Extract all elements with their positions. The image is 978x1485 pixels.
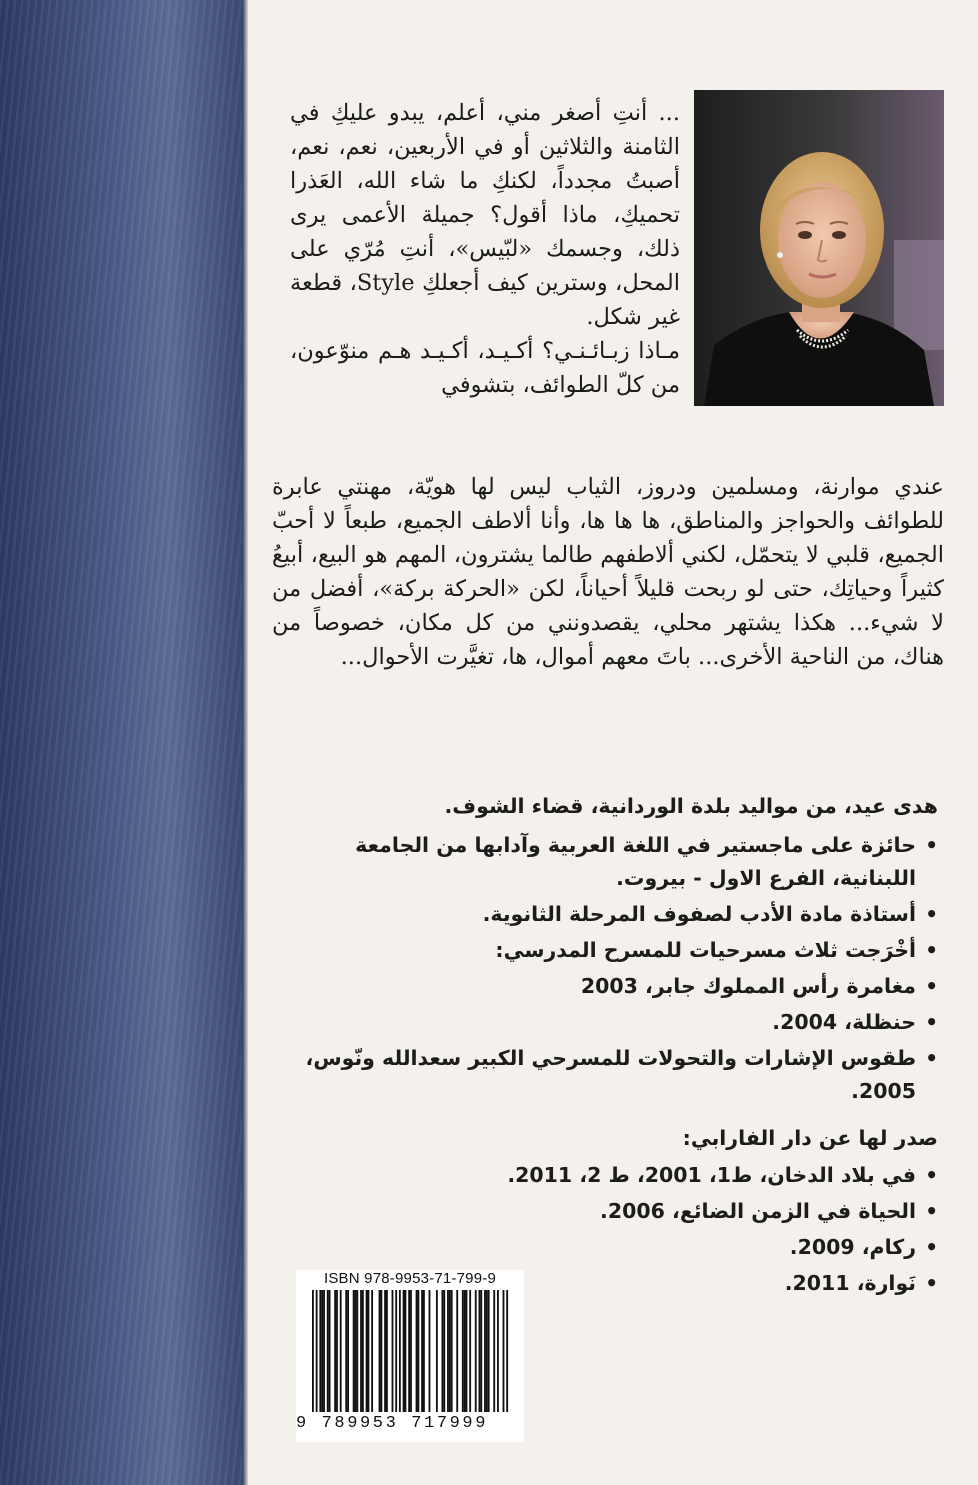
- barcode-bar: [447, 1290, 449, 1412]
- barcode-bar: [506, 1290, 508, 1412]
- barcode-bar: [449, 1290, 451, 1412]
- barcode-bar: [319, 1290, 321, 1412]
- barcode-digits: 9 789953 717999: [296, 1414, 489, 1433]
- author-bio: [298, 790, 938, 1303]
- bio-item: • أستاذة مادة الأدب لصفوف المرحلة الثانوية.: [298, 898, 938, 931]
- barcode-bar: [329, 1290, 331, 1412]
- barcode-bar: [347, 1290, 349, 1412]
- excerpt-paragraph-1: ... أنتِ أصغر مني، أعلم، يبدو عليكِ في الثامنة والثلاثين أو في الأربعين، نعم، نعم، أصبتُ مجدداً، لكنكِ ما شاء الله، العَذرا تحميكِ، ماذا أقول؟ جميلة الأعمى يرى ذلك، وجسمك «لبّيس»، أنتِ مُرّي على المحل، وسترين كيف أجعلكِ Style، قطعة غير شكل.: [290, 100, 680, 330]
- author-name: هدى عيد: [851, 794, 938, 818]
- novel-excerpt-continued: [272, 470, 944, 674]
- barcode-bar: [429, 1290, 431, 1412]
- barcode-bar: [334, 1290, 336, 1412]
- barcode-bar: [410, 1290, 412, 1412]
- bio-achievements-list: [298, 829, 938, 1108]
- barcode-bar: [486, 1290, 488, 1412]
- barcode-bar: [312, 1290, 314, 1412]
- barcode-bar: [323, 1290, 325, 1412]
- bio-item: • طقوس الإشارات والتحولات للمسرحي الكبير سعدالله ونّوس، 2005.: [298, 1042, 938, 1108]
- published-works-label: صدر لها عن دار الفارابي:: [682, 1126, 938, 1150]
- barcode-bar: [316, 1290, 318, 1412]
- barcode-bar: [386, 1290, 388, 1412]
- barcode-bar: [493, 1290, 495, 1412]
- barcode-bar: [456, 1290, 458, 1412]
- isbn-label: ISBN 978-9953-71-799-9: [323, 1270, 496, 1287]
- book-item: • نَوارة، 2011.: [298, 1267, 938, 1300]
- bio-item: • مغامرة رأس المملوك جابر، 2003: [298, 970, 938, 1003]
- barcode-bar: [423, 1290, 425, 1412]
- barcode-bar: [327, 1290, 329, 1412]
- bio-item: • أخْرَجت ثلاث مسرحيات للمسرح المدرسي:: [298, 934, 938, 967]
- book-item: • الحياة في الزمن الضائع، 2006.: [298, 1195, 938, 1228]
- barcode-bar: [395, 1290, 397, 1412]
- barcode-bar: [475, 1290, 477, 1412]
- barcode-bar: [380, 1290, 382, 1412]
- barcode-bar: [416, 1290, 418, 1412]
- barcode-bar: [368, 1290, 370, 1412]
- barcode-bar: [442, 1290, 444, 1412]
- barcode-bar: [371, 1290, 373, 1412]
- barcode-bar: [436, 1290, 438, 1412]
- barcode-bar: [353, 1290, 355, 1412]
- bio-item: • حائزة على ماجستير في اللغة العربية وآدابها من الجامعة اللبنانية، الفرع الاول - بيروت.: [298, 829, 938, 895]
- barcode-bar: [405, 1290, 407, 1412]
- barcode-bar: [362, 1290, 364, 1412]
- barcode-bar: [480, 1290, 482, 1412]
- barcode-bar: [488, 1290, 490, 1412]
- barcode-bar: [462, 1290, 464, 1412]
- barcode-bar: [484, 1290, 486, 1412]
- barcode-bar: [340, 1290, 342, 1412]
- cover-spine-panel: [0, 0, 242, 1485]
- barcode-bar: [479, 1290, 481, 1412]
- excerpt-paragraph-2-start: مـاذا زبـائـنـي؟ أكـيـد، أكـيـد هـم منوّعون، من كلّ الطوائف، بتشوفي: [290, 338, 680, 398]
- spine-edge-shadow: [242, 0, 248, 1485]
- isbn-barcode: [296, 1270, 524, 1442]
- barcode-bar: [360, 1290, 362, 1412]
- barcode-bar: [356, 1290, 358, 1412]
- barcode-bar: [403, 1290, 405, 1412]
- book-item: • ركام، 2009.: [298, 1231, 938, 1264]
- book-item: • في بلاد الدخان، ط1، 2001، ط 2، 2011.: [298, 1159, 938, 1192]
- excerpt-paragraph-2-rest: عندي موارنة، ومسلمين ودروز، الثياب ليس لها هويّة، مهنتي عابرة للطوائف والحواجز والمناطق، ها ها ها، وأنا ألاطف الجميع، طبعاً لا أحبّ الجميع، قلبي لا يتحمّل، لكني ألاطفهم طالما يشترون، المهم هو البيع، أبيعُ كثيراً وحياتِك، حتى لو ربحت قليلاً أحياناً، لكن «الحركة بركة»، أفضل من لا شيء... هكذا يشتهر محلي، يقصدونني من كل مكان، خصوصاً من هناك، من الناحية الأخرى... باتَ معهم أموال، ها، تغيَّرت الأحوال...: [272, 474, 944, 670]
- barcode-bar: [469, 1290, 471, 1412]
- barcode-bar: [497, 1290, 499, 1412]
- author-photo: [694, 90, 944, 406]
- barcode-bar: [379, 1290, 381, 1412]
- barcode-bar: [503, 1290, 505, 1412]
- bio-intro: [298, 790, 938, 823]
- barcode-bar: [392, 1290, 394, 1412]
- novel-excerpt: [290, 96, 680, 402]
- barcode-bar: [408, 1290, 410, 1412]
- barcode-bar: [366, 1290, 368, 1412]
- barcode-bar: [345, 1290, 347, 1412]
- barcode-bar: [384, 1290, 386, 1412]
- barcode-bar: [417, 1290, 419, 1412]
- barcode-bar: [336, 1290, 338, 1412]
- barcode-bar: [399, 1290, 401, 1412]
- barcode-bars: [296, 1288, 524, 1418]
- bio-intro-text: ، من مواليد بلدة الوردانية، قضاء الشوف.: [444, 794, 852, 818]
- barcode-bar: [321, 1290, 323, 1412]
- barcode-bar: [355, 1290, 357, 1412]
- barcode-bar: [464, 1290, 466, 1412]
- author-portrait-illustration: [694, 90, 944, 406]
- bio-item: • حنظلة، 2004.: [298, 1006, 938, 1039]
- barcode-bar: [451, 1290, 453, 1412]
- barcode-bar: [443, 1290, 445, 1412]
- barcode-bar: [466, 1290, 468, 1412]
- barcode-bar: [421, 1290, 423, 1412]
